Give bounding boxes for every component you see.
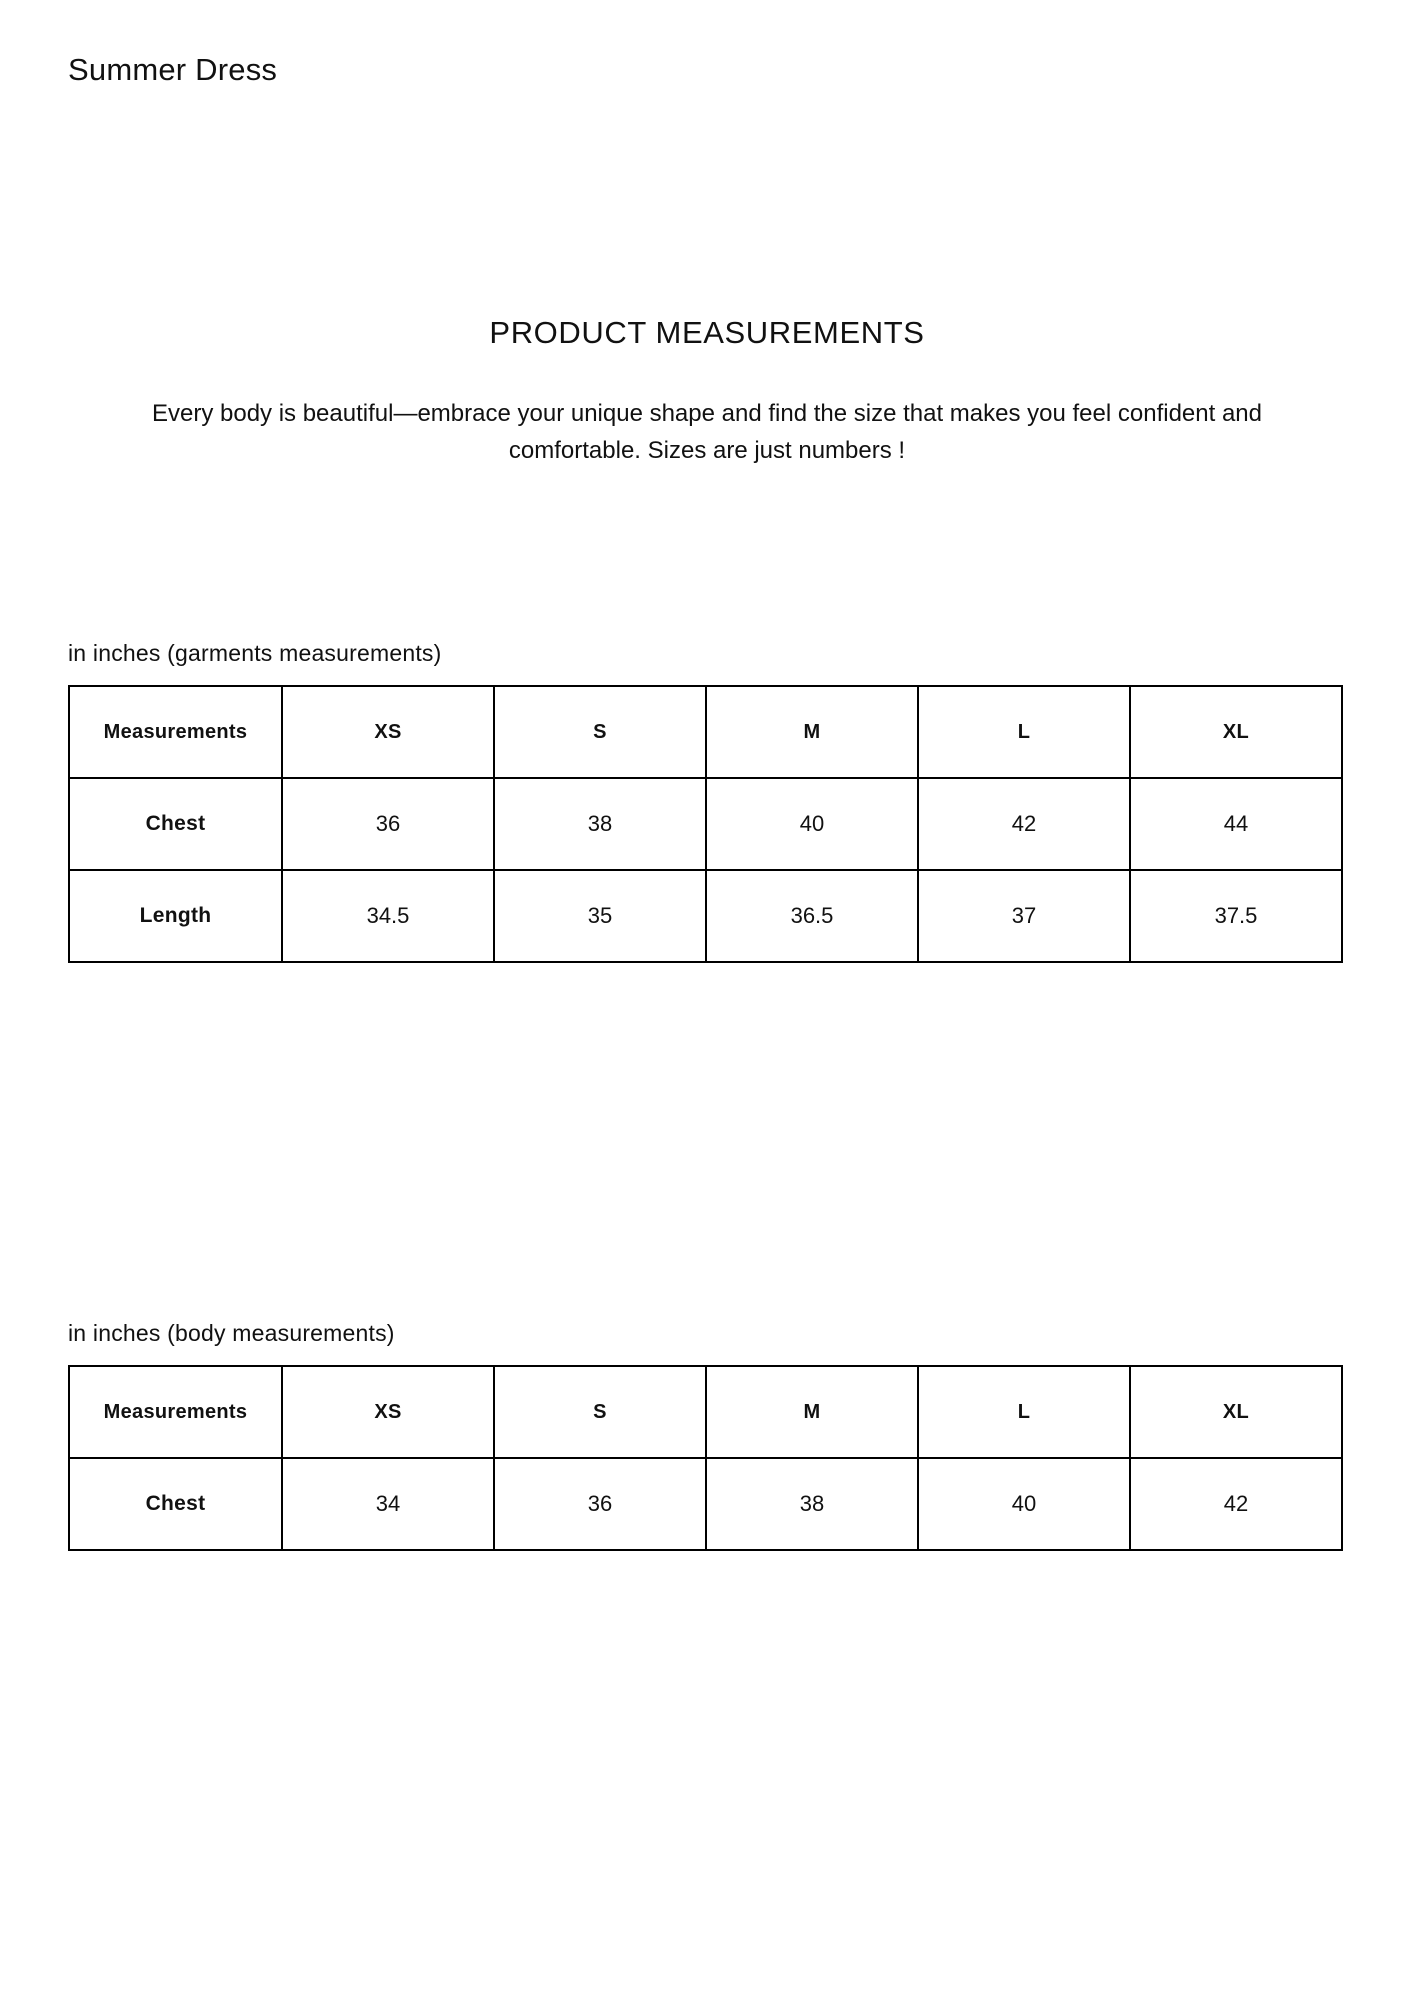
page-subtitle: Every body is beautiful—embrace your unique shape and find the size that makes you feel confident and comfortable. Sizes are just numbers ! bbox=[151, 400, 1262, 465]
cell-chest-xs: 34 bbox=[282, 1458, 494, 1550]
cell-chest-l: 42 bbox=[918, 778, 1130, 870]
column-header-l: L bbox=[918, 1366, 1130, 1458]
body-measurements-table bbox=[68, 1365, 1343, 1551]
column-header-xs: XS bbox=[282, 1366, 494, 1458]
cell-chest-s: 36 bbox=[494, 1458, 706, 1550]
cell-length-m: 36.5 bbox=[706, 870, 918, 962]
cell-length-xs: 34.5 bbox=[282, 870, 494, 962]
table-row bbox=[69, 778, 1342, 870]
column-header-xs: XS bbox=[282, 686, 494, 778]
cell-chest-m: 40 bbox=[706, 778, 918, 870]
cell-chest-xs: 36 bbox=[282, 778, 494, 870]
cell-chest-xl: 42 bbox=[1130, 1458, 1342, 1550]
page-title: PRODUCT MEASUREMENTS bbox=[489, 315, 925, 350]
garments-table-label: in inches (garments measurements) bbox=[68, 640, 442, 666]
cell-chest-m: 38 bbox=[706, 1458, 918, 1550]
cell-chest-xl: 44 bbox=[1130, 778, 1342, 870]
cell-length-l: 37 bbox=[918, 870, 1130, 962]
cell-chest-s: 38 bbox=[494, 778, 706, 870]
column-header-s: S bbox=[494, 1366, 706, 1458]
garments-measurements-table bbox=[68, 685, 1343, 963]
column-header-xl: XL bbox=[1130, 1366, 1342, 1458]
row-header-chest: Chest bbox=[69, 1458, 282, 1550]
cell-length-s: 35 bbox=[494, 870, 706, 962]
column-header-xl: XL bbox=[1130, 686, 1342, 778]
cell-chest-l: 40 bbox=[918, 1458, 1130, 1550]
table-row bbox=[69, 870, 1342, 962]
cell-length-xl: 37.5 bbox=[1130, 870, 1342, 962]
body-measurements-section bbox=[68, 1320, 1346, 1551]
column-header-s: S bbox=[494, 686, 706, 778]
column-header-measurements: Measurements bbox=[69, 1366, 282, 1458]
garments-measurements-section bbox=[68, 640, 1346, 963]
table-header-row bbox=[69, 686, 1342, 778]
column-header-m: M bbox=[706, 686, 918, 778]
table-header-row bbox=[69, 1366, 1342, 1458]
table-row bbox=[69, 1458, 1342, 1550]
column-header-measurements: Measurements bbox=[69, 686, 282, 778]
row-header-length: Length bbox=[69, 870, 282, 962]
row-header-chest: Chest bbox=[69, 778, 282, 870]
column-header-m: M bbox=[706, 1366, 918, 1458]
body-table-label: in inches (body measurements) bbox=[68, 1320, 395, 1346]
column-header-l: L bbox=[918, 686, 1130, 778]
product-title: Summer Dress bbox=[68, 52, 278, 87]
